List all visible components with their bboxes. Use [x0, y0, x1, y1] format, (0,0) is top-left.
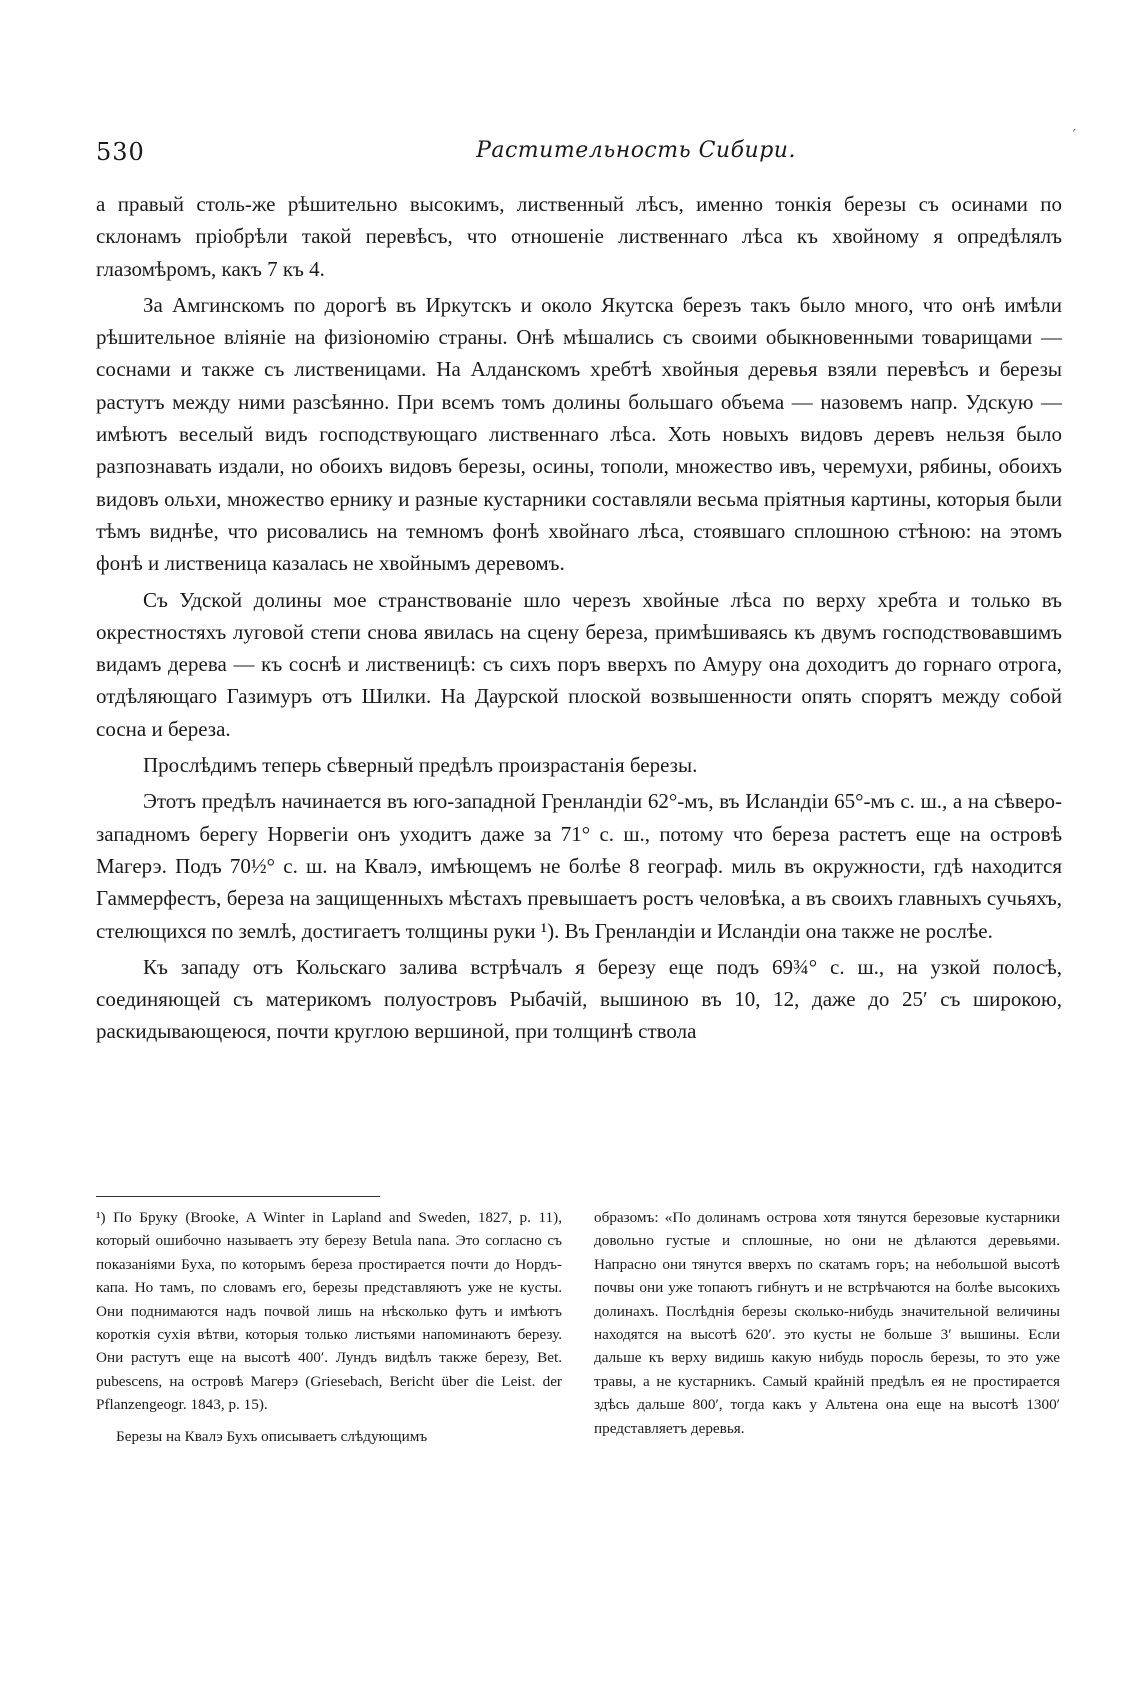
paragraph: Этотъ предѣлъ начинается въ юго-западной Гренландіи 62°-мъ, въ Исландіи 65°-мъ с. ш., а на сѣверо-западномъ берегу Норвегіи онъ уходитъ даже за 71° с. ш., потому что береза растетъ еще на островѣ Магерэ. Подъ 70½° с. ш. на Квалэ, имѣющемъ не болѣе 8 географ. миль въ окружности, гдѣ находится Гаммерфестъ, береза на защищенныхъ мѣстахъ превышаетъ ростъ человѣка, а въ своихъ главныхъ сучьяхъ, стелющихся по землѣ, достигаетъ толщины руки ¹). Въ Гренландіи и Исландіи она также не рослѣе.: [96, 789, 1062, 943]
paragraph: Съ Удской долины мое странствованіе шло черезъ хвойные лѣса по верху хребта и только въ окрестностяхъ луговой степи снова явилась на сцену береза, примѣшиваясь къ двумъ господствовавшимъ видамъ дерева — къ соснѣ и лиственицѣ: съ сихъ поръ вверхъ по Амуру она доходитъ до горнаго отрога, отдѣляющаго Газимуръ отъ Шилки. На Даурской плоской возвышенности опять спорятъ между собой сосна и береза.: [96, 587, 1062, 741]
footnote-column-right: [594, 1206, 1060, 1440]
running-title: Растительность Сибири.: [476, 138, 796, 163]
footnote-text: ¹) По Бруку (Brooke, A Winter in Lapland and Sweden, 1827, p. 11), который ошибочно называетъ эту березу Betula nana. Это согласно съ показаніями Буха, по которымъ береза простирается почти до Нордъ-капа. Но тамъ, по словамъ его, березы представляютъ уже не кусты. Они поднимаются надъ почвой лишь на нѣсколько футъ и имѣютъ короткія сухія вѣтви, которыя только листьями напоминаютъ березу. Они растутъ еще на высотѣ 400′. Лундъ видѣлъ также березу, Bet. pubescens, на островѣ Магерэ (Griesebach, Bericht über die Leist. der Pflanzengeogr. 1843, p. 15).: [96, 1209, 562, 1414]
paragraph: Прослѣдимъ теперь сѣверный предѣлъ произрастанія березы.: [143, 753, 698, 778]
page-header: [96, 138, 1076, 174]
main-text: [96, 188, 1062, 1048]
page-number: 530: [96, 138, 145, 166]
footnote-divider: [96, 1196, 380, 1197]
scan-speck: ´: [1070, 128, 1077, 144]
footnote-column-left: [96, 1206, 562, 1448]
paragraph: Къ западу отъ Кольскаго залива встрѣчалъ я березу еще подъ 69¾° с. ш., на узкой полосѣ, соединяющей съ материкомъ полуостровъ Рыбачій, вышиною въ 10, 12, даже до 25′ съ широкою, раскидывающеюся, почти круглою вершиной, при толщинѣ ствола: [96, 954, 1062, 1044]
footnote-text: образомъ: «По долинамъ острова хотя тянутся березовые кустарники довольно густые и сплошные, но они не дѣлаются деревьями. Напрасно они тянутся вверхъ по скатамъ горъ; на небольшой высотѣ почвы они уже топаютъ гибнутъ и не встрѣчаются на болѣе высокихъ долинахъ. Послѣднія березы сколько-нибудь значительной величины находятся на высотѣ 620′. это кусты не больше 3′ вышины. Если дальше къ верху видишь какую нибудь поросль березы, то это уже травы, а не кустарникъ. Самый крайній предѣлъ ея не простирается здѣсь дальше 800′, тогда какъ у Альтена она еще на высотѣ 1300′ представляетъ деревья.: [594, 1209, 1060, 1437]
paragraph-continuation: а правый столь-же рѣшительно высокимъ, лиственный лѣсъ, именно тонкія березы съ осинами по склонамъ пріобрѣли такой перевѣсъ, что отношеніе лиственнаго лѣса къ хвойному я опредѣлялъ глазомѣромъ, какъ 7 къ 4.: [96, 192, 1062, 281]
paragraph: За Амгинскомъ по дорогѣ въ Иркутскъ и около Якутска березъ такъ было много, что онѣ имѣли рѣшительное вліяніе на физіономію страны. Онѣ мѣшались съ своими обыкновенными товарищами — соснами и также съ лиственицами. На Алданскомъ хребтѣ хвойныя деревья взяли перевѣсъ и березы растутъ между ними разсѣянно. При всемъ томъ долины большаго объема — назовемъ напр. Удскую — имѣютъ веселый видъ господствующаго лиственнаго лѣса. Хоть новыхъ видовъ деревъ нельзя было разпознавать издали, но обоихъ видовъ березы, осины, тополи, множество ивъ, черемухи, рябины, обоихъ видовъ ольхи, множество ернику и разные кустарники составляли весьма пріятныя картины, которыя были тѣмъ виднѣе, что рисовались на темномъ фонѣ хвойнаго лѣса, стоявшаго сплошною стѣною: на этомъ фонѣ и лиственица казалась не хвойнымъ деревомъ.: [96, 292, 1062, 576]
footnote-text: Березы на Квалэ Бухъ описываетъ слѣдующимъ: [116, 1427, 428, 1445]
